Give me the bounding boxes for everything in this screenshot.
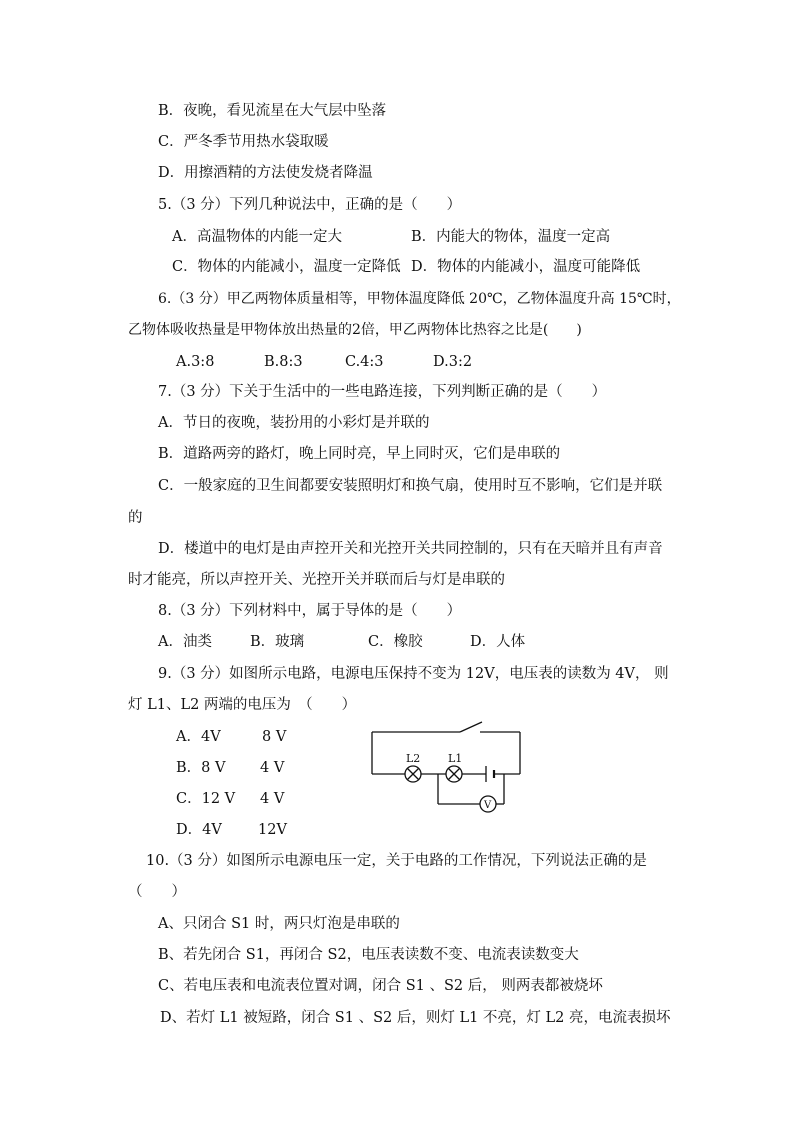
q5-stem: 5.（3 分）下列几种说法中，正确的是（ ） xyxy=(158,197,462,213)
q9-option-c-label: C．12 V xyxy=(176,791,236,807)
q10-option-b: B、若先闭合 S1，再闭合 S2，电压表读数不变、电流表读数变大 xyxy=(158,947,579,963)
q8-stem: 8.（3 分）下列材料中，属于导体的是（ ） xyxy=(158,603,462,619)
q8-option-a: A．油类 xyxy=(158,634,212,650)
switch-blade xyxy=(460,722,482,732)
q6-option-c: C.4:3 xyxy=(345,354,384,370)
q4-option-c: C．严冬季节用热水袋取暖 xyxy=(158,134,329,150)
q5-option-a: A．高温物体的内能一定大 xyxy=(172,229,342,245)
q9-option-c-value: 4 V xyxy=(260,791,285,807)
q10-option-d: D、若灯 L1 被短路，闭合 S1 、S2 后，则灯 L1 不亮，灯 L2 亮，电流表损坏 xyxy=(160,1010,671,1026)
q9-option-a-value: 8 V xyxy=(262,729,287,745)
q6-option-a: A.3:8 xyxy=(176,354,215,370)
lamp-l2-label: L2 xyxy=(406,752,421,765)
q9-option-d-label: D．4V xyxy=(176,822,222,838)
q4-option-d: D．用擦酒精的方法使发烧者降温 xyxy=(158,165,373,181)
q9-option-b-label: B．8 V xyxy=(176,760,226,776)
lamp-l1-label: L1 xyxy=(448,752,463,765)
q6-option-d: D.3:2 xyxy=(433,354,473,370)
q7-option-c-line2: 的 xyxy=(128,510,143,526)
q6-stem-line1: 6.（3 分）甲乙两物体质量相等，甲物体温度降低 20℃，乙物体温度升高 15℃时， xyxy=(158,291,681,307)
q6-stem-line2: 乙物体吸收热量是甲物体放出热量的2倍，甲乙两物体比热容之比是( ) xyxy=(128,322,582,338)
q7-option-c-line1: C．一般家庭的卫生间都要安装照明灯和换气扇，使用时互不影响，它们是并联 xyxy=(158,478,663,494)
q5-option-d: D．物体的内能减小，温度可能降低 xyxy=(411,259,641,275)
q7-option-a: A．节日的夜晚，装扮用的小彩灯是并联的 xyxy=(158,415,430,431)
q9-stem-line1: 9.（3 分）如图所示电路，电源电压保持不变为 12V，电压表的读数为 4V， 则 xyxy=(158,666,669,682)
q9-option-a-label: A．4V xyxy=(176,729,221,745)
q9-stem-line2: 灯 L1、L2 两端的电压为 （ ） xyxy=(128,697,357,713)
q10-stem-line1: 10.（3 分）如图所示电源电压一定，关于电路的工作情况，下列说法正确的是 xyxy=(146,853,647,869)
q9-option-b-value: 4 V xyxy=(260,760,285,776)
q5-option-c: C．物体的内能减小，温度一定降低 xyxy=(172,259,401,275)
voltmeter-label: V xyxy=(484,800,492,811)
q9-circuit-diagram xyxy=(368,720,528,820)
q7-stem: 7.（3 分）下关于生活中的一些电路连接，下列判断正确的是（ ） xyxy=(158,384,607,400)
q7-option-d-line1: D．楼道中的电灯是由声控开关和光控开关共同控制的，只有在天暗并且有声音 xyxy=(158,541,663,557)
q5-option-b: B．内能大的物体，温度一定高 xyxy=(411,229,611,245)
q4-option-b: B．夜晚，看见流星在大气层中坠落 xyxy=(158,103,387,119)
q8-option-c: C．橡胶 xyxy=(368,634,423,650)
q10-stem-line2: （ ） xyxy=(128,884,186,900)
q8-option-b: B．玻璃 xyxy=(250,634,305,650)
q7-option-b: B．道路两旁的路灯，晚上同时亮，早上同时灭，它们是串联的 xyxy=(158,446,561,462)
q10-option-a: A、只闭合 S1 时，两只灯泡是串联的 xyxy=(158,916,400,932)
q8-option-d: D．人体 xyxy=(470,634,526,650)
q7-option-d-line2: 时才能亮，所以声控开关、光控开关并联而后与灯是串联的 xyxy=(128,572,505,588)
q6-option-b: B.8:3 xyxy=(264,354,303,370)
q9-option-d-value: 12V xyxy=(258,822,287,838)
q10-option-c: C、若电压表和电流表位置对调，闭合 S1 、S2 后， 则两表都被烧坏 xyxy=(158,978,603,994)
